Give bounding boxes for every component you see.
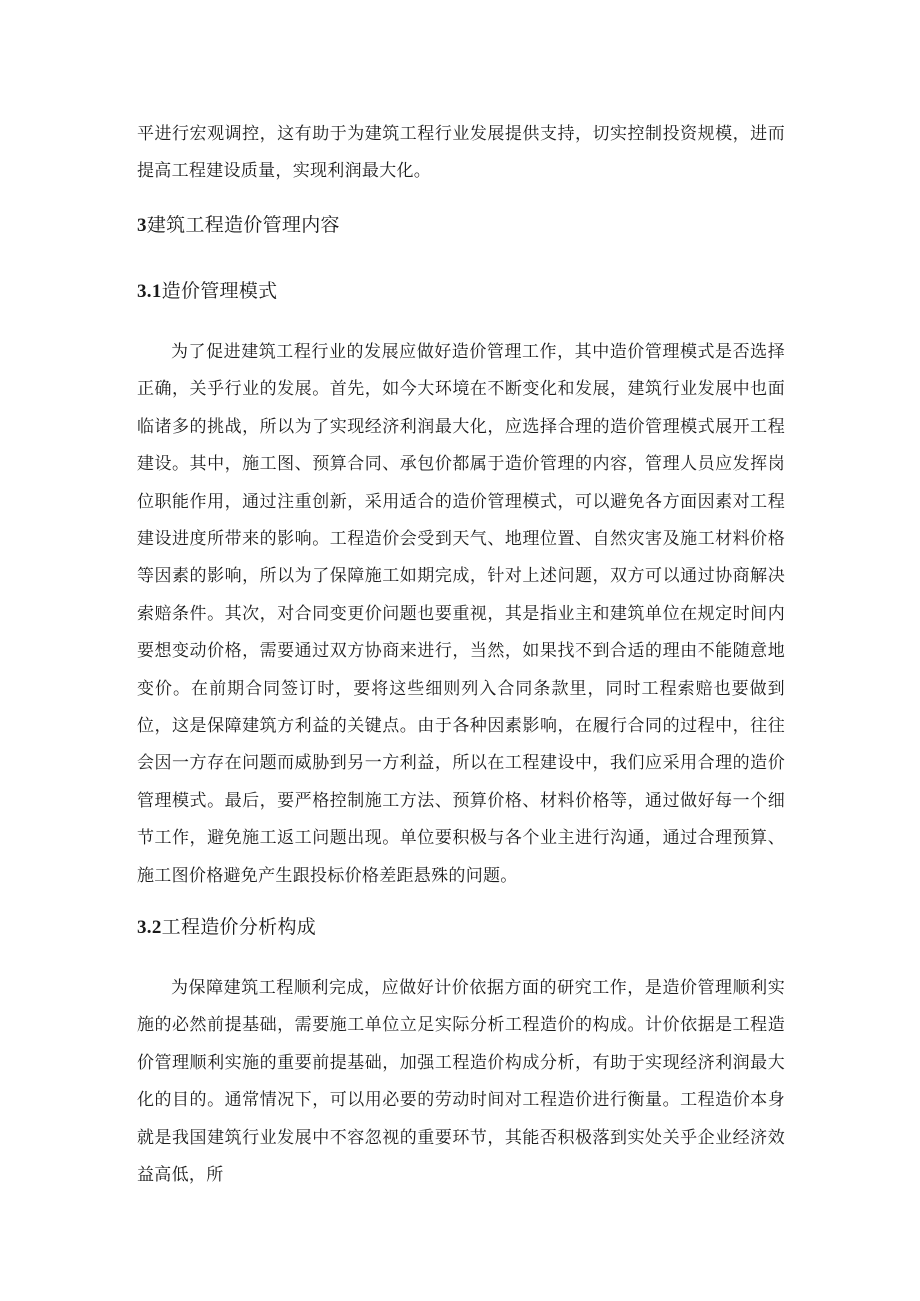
section-3-1-number: 3.1 xyxy=(137,281,162,302)
section-3-1-heading xyxy=(137,278,277,305)
section-3-2-heading xyxy=(137,914,316,941)
section-3-2-number: 3.2 xyxy=(137,917,162,938)
section-3-2-paragraph: 为保障建筑工程顺利完成，应做好计价依据方面的研究工作，是造价管理顺利实施的必然前提基础，需要施工单位立足实际分析工程造价的构成。计价依据是工程造价管理顺利实施的重要前提基础，加强工程造价构成分析，有助于实现经济利润最大化的目的。通常情况下，可以用必要的劳动时间对工程造价进行衡量。工程造价本身就是我国建筑行业发展中不容忽视的重要环节，其能否积极落到实处关乎企业经济效益高低，所 xyxy=(137,978,785,1186)
section-3-heading xyxy=(137,212,340,239)
section-3-1-paragraph: 为了促进建筑工程行业的发展应做好造价管理工作，其中造价管理模式是否选择正确，关乎行业的发展。首先，如今大环境在不断变化和发展，建筑行业发展中也面临诸多的挑战，所以为了实现经济利润最大化，应选择合理的造价管理模式展开工程建设。其中，施工图、预算合同、承包价都属于造价管理的内容，管理人员应发挥岗位职能作用，通过注重创新，采用适合的造价管理模式，可以避免各方面因素对工程建设进度所带来的影响。工程造价会受到天气、地理位置、自然灾害及施工材料价格等因素的影响，所以为了保障施工如期完成，针对上述问题，双方可以通过协商解决索赔条件。其次，对合同变更价问题也要重视，其是指业主和建筑单位在规定时间内要想变动价格，需要通过双方协商来进行，当然，如果找不到合适的理由不能随意地变价。在前期合同签订时，要将这些细则列入合同条款里，同时工程索赔也要做到位，这是保障建筑方利益的关键点。由于各种因素影响，在履行合同的过程中，往往会因一方存在问题而威胁到另一方利益，所以在工程建设中，我们应采用合理的造价管理模式。最后，要严格控制施工方法、预算价格、材料价格等，通过做好每一个细节工作，避免施工返工问题出现。单位要积极与各个业主进行沟通，通过合理预算、施工图价格避免产生跟投标价格差距悬殊的问题。 xyxy=(137,342,785,886)
section-3-1-title: 造价管理模式 xyxy=(161,280,278,302)
section-3-title: 建筑工程造价管理内容 xyxy=(146,214,340,236)
continuation-paragraph: 平进行宏观调控，这有助于为建筑工程行业发展提供支持，切实控制投资规模，进而提高工程建设质量，实现利润最大化。 xyxy=(137,124,785,182)
section-3-2-title: 工程造价分析构成 xyxy=(161,916,317,938)
section-3-number: 3 xyxy=(137,215,147,236)
